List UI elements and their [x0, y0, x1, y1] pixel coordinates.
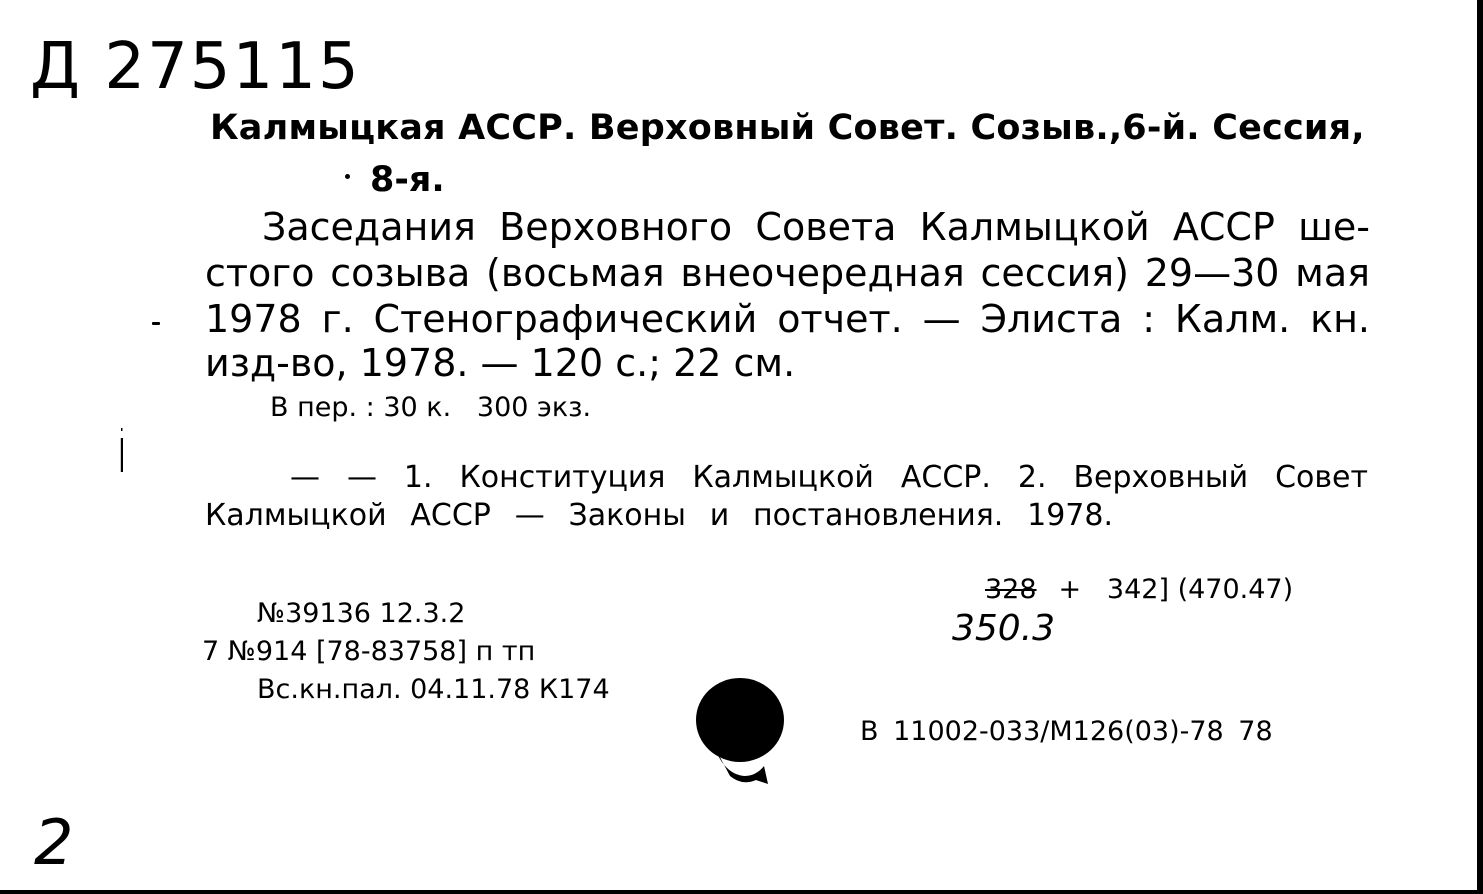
- subject-line-2: Калмыцкой АССР — Законы и постановления. 1978.: [205, 498, 1113, 533]
- body-line-2: стого созыва (восьмая внеочередная сессия) 29—30 мая: [205, 251, 1370, 295]
- heading-line-1: Калмыцкая АССР. Верховный Совет. Созыв.,6-й. Сессия,: [210, 108, 1365, 148]
- ink-blot: [694, 676, 790, 786]
- heading-line-2: 8-я.: [370, 160, 445, 200]
- classification-line: [985, 574, 1293, 605]
- struck-class-number: 328: [985, 574, 1037, 605]
- handwritten-class-correction: 350.3: [952, 608, 1056, 649]
- handwritten-call-number: Д 275115: [30, 30, 361, 104]
- body-line-1: Заседания Верховного Совета Калмыцкой АССР ше-: [262, 205, 1370, 249]
- class-number-rest: + 342] (470.47): [1058, 574, 1294, 605]
- record-code-line-3: Вс.кн.пал. 04.11.78 К174: [257, 674, 610, 705]
- subject-line-1: — — 1. Конституция Калмыцкой АССР. 2. Верховный Совет: [290, 460, 1368, 495]
- body-line-4: изд-во, 1978. — 120 с.; 22 см.: [205, 341, 796, 385]
- catalog-code: В 11002-033/М126(03)-78 78: [860, 716, 1273, 747]
- margin-tick-mark: [120, 428, 124, 472]
- stray-dot: [345, 174, 350, 179]
- record-code-line-1: №39136 12.3.2: [257, 598, 466, 629]
- price-and-copies: В пер. : 30 к. 300 экз.: [270, 392, 592, 423]
- body-line-3: 1978 г. Стенографический отчет. — Элиста : Калм. кн.: [205, 297, 1370, 341]
- handwritten-corner-mark: 2: [34, 806, 74, 879]
- record-code-line-2: 7 №914 [78-83758] п тп: [202, 636, 536, 667]
- stray-dash: [152, 322, 160, 325]
